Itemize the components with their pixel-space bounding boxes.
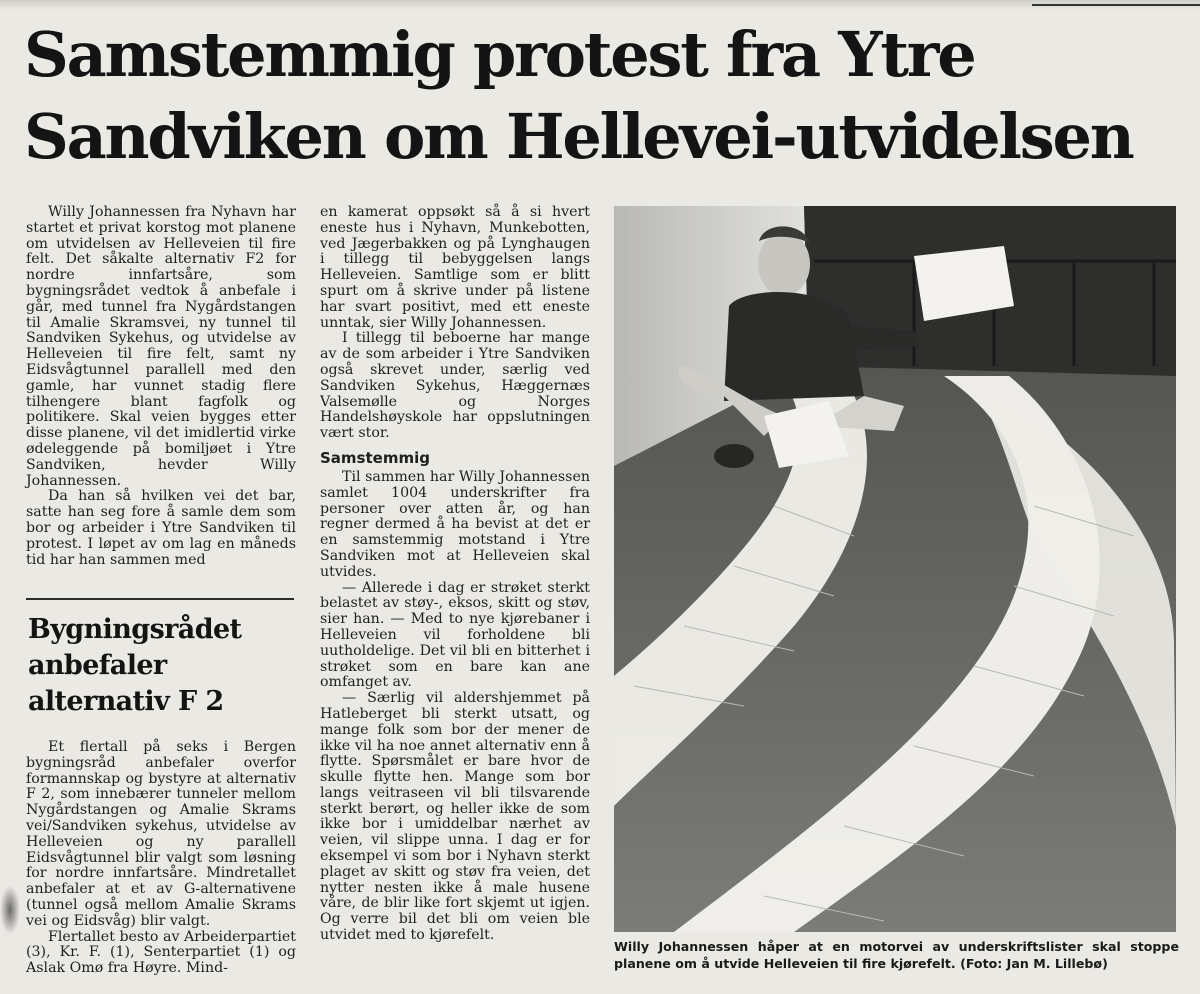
top-edge [0,0,1200,10]
article-paragraph: — Allerede i dag er strøket sterkt belastet av støy-, eksos, skitt og støv, sier han. — Med to nye kjørebaner i Helleveien vil forholdene bli uutholdelige. Det vil bli en bitterhet i strøket som en bare kan ane omfanget av. [320,579,590,691]
article-paragraph: Willy Johannessen fra Nyhavn har startet et privat korstog mot planene om utvidelsen av Helleveien til fire felt. Det såkalte alternativ F2 for nordre innfartsåre, som bygningsrådet vedtok å anbefale i går, med tunnel fra Nygårdstangen til Amalie Skramsvei, ny tunnel til Sandviken Sykehus, og utvidelse av Helleveien til fire felt, samt ny Eidsvågtunnel parallell med den gamle, har vunnet stadig flere tilhengere blant fagfolk og politikere. Skal veien bygges etter disse planene, vil det imidlertid virke ødeleggende på bomiljøet i Ytre Sandviken, hevder Willy Johannessen. [26,204,296,489]
article-paragraph: — Særlig vil aldershjemmet på Hatleberget bli sterkt utsatt, og mange folk som bor der mener de ikke vil ha noe annet alternativ enn å flytte. Spørsmålet er bare hvor de skulle flytte hen. Mange som bor langs veitraseen vil bli tilsvarende sterkt berørt, og heller ikke de som ikke bor i umiddelbar nærhet av veien, vil slippe unna. I dag er for eksempel vi som bor i Nyhavn sterkt plaget av skitt og støv fra veien, det nytter nesten ikke å male husene våre, de blir like fort skjemt ut igjen. Og verre bil det bli om veien ble utvidet med to kjørefelt. [320,690,590,944]
news-photo [614,206,1176,932]
article-column-1 [26,205,296,568]
article-paragraph: en kamerat oppsøkt så å si hvert eneste hus i Nyhavn, Munkebotten, ved Jægerbakken og på Lynghaugen i tillegg til bebyggelsen langs Helleveien. Samtlige som er blitt spurt om å skrive under på listene har svart positivt, med ett eneste unntak, sier Willy Johannessen. [320,204,590,331]
photo-caption: Willy Johannessen håper at en motorvei av underskriftslister skal stoppe planene om å utvide Helleveien til fire kjørefelt. (Foto: Jan M. Lillebø) [614,939,1179,971]
article-paragraph: Da han så hvilken vei det bar, satte han seg fore å samle dem som bor og arbeider i Ytre Sandviken til protest. I løpet av om lag en måneds tid har han sammen med [26,488,296,568]
sidebar-column [26,740,296,977]
top-rule [1032,4,1200,6]
article-paragraph: Til sammen har Willy Johannessen samlet 1004 underskrifter fra personer over atten år, og han regner dermed å ha bevist at det er en samstemmig motstand i Ytre Sandviken mot at Helleveien skal utvides. [320,468,590,580]
sidebar-paragraph: Et flertall på seks i Bergen bygningsråd anbefaler overfor formannskap og bystyre at alternativ F 2, som innebærer tunneler mellom Nygårdstangen og Amalie Skrams vei/Sandviken sykehus, utvidelse av Helleveien og ny parallell Eidsvågtunnel blir valgt som løsning for nordre innfartsåre. Mindretallet anbefaler at et av G-alternativene (tunnel også mellom Amalie Skrams vei og Eidsvåg) blir valgt. [26,739,296,929]
print-smudge [0,885,20,935]
sidebar-paragraph: Flertallet besto av Arbeiderpartiet (3), Kr. F. (1), Senterpartiet (1) og Aslak Omø fra Høyre. Mind- [26,928,296,977]
article-column-2 [320,205,590,944]
article-paragraph: I tillegg til beboerne har mange av de som arbeider i Ytre Sandviken også skrevet under, særlig ved Sandviken Sykehus, Hæggernæs Valsemølle og Norges Handelshøyskole har oppslutningen vært stor. [320,330,590,442]
sidebar-heading: Bygningsrådet anbefaler alternativ F 2 [28,614,242,717]
section-divider [26,598,294,600]
crosshead: Samstemmig [320,448,430,467]
headline: Samstemmig protest fra Ytre Sandviken om Hellevei-utvidelsen [24,18,1133,173]
photo-illustration [614,206,1176,932]
